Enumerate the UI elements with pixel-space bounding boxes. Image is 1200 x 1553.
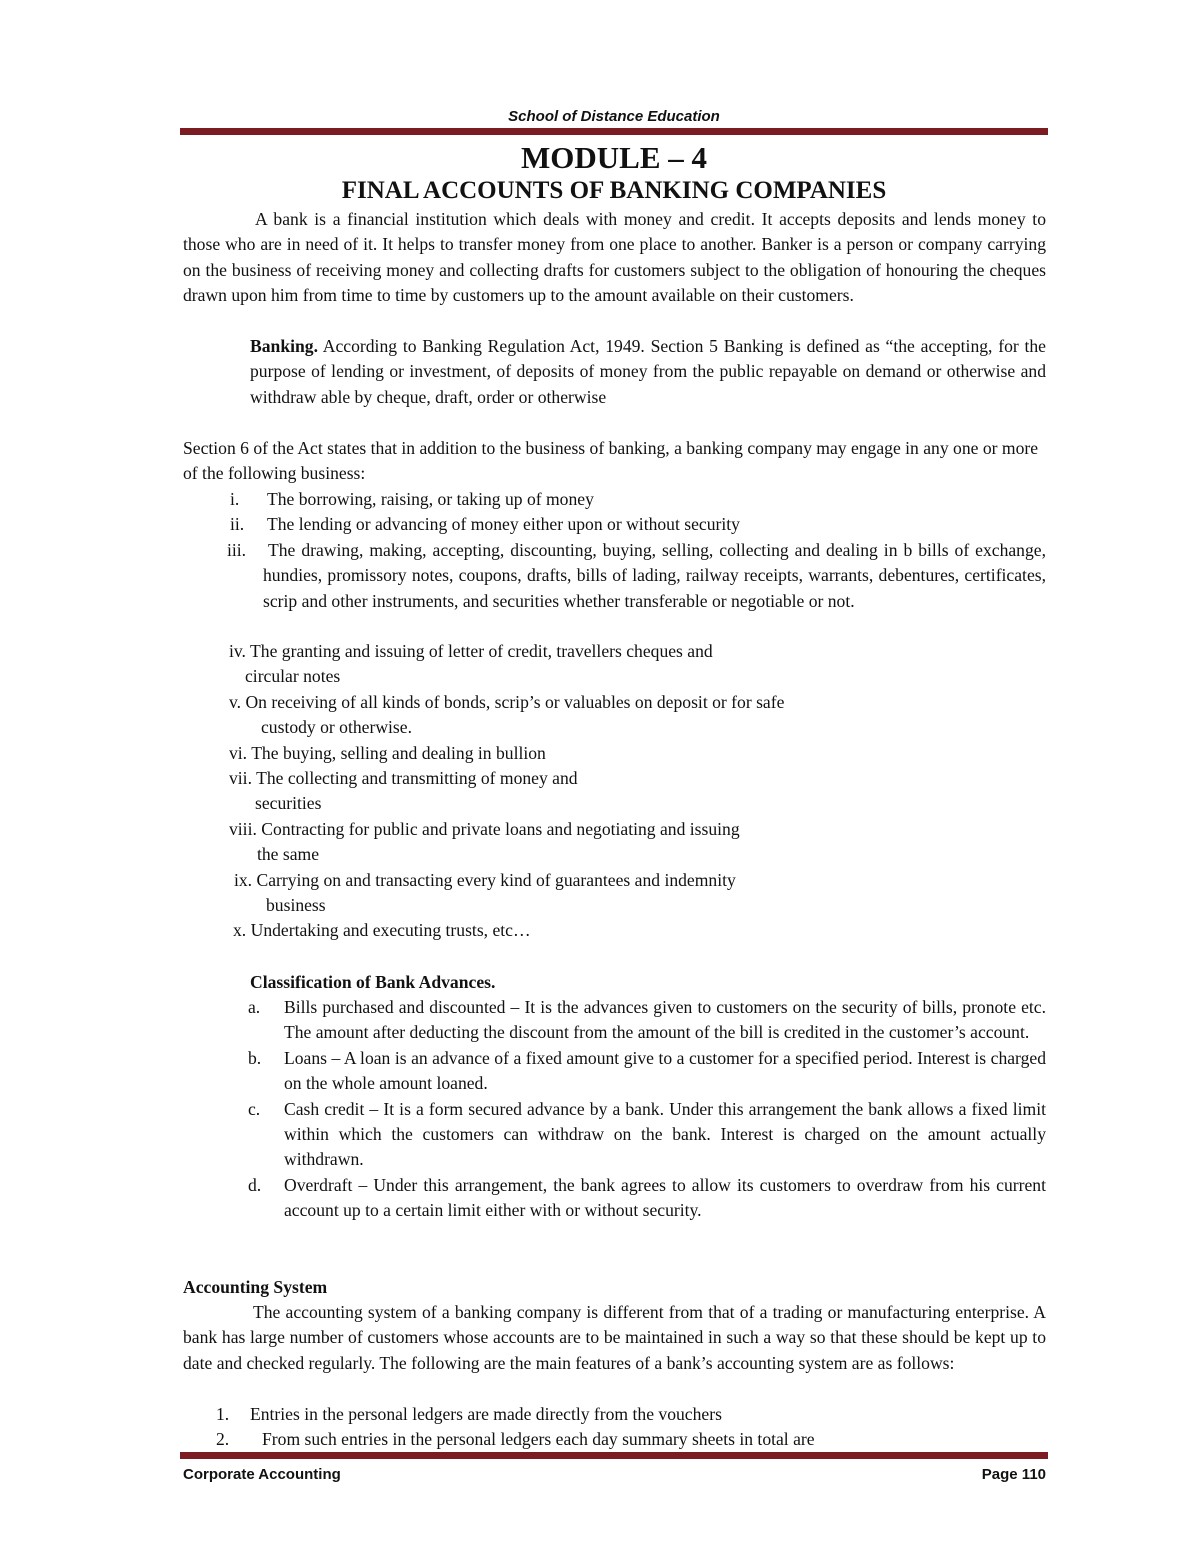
- banking-definition: [250, 334, 1046, 410]
- banking-label: Banking.: [250, 336, 318, 356]
- list-item: viii. Contracting for public and private loans and negotiating and issuing: [229, 818, 740, 839]
- chapter-title: FINAL ACCOUNTS OF BANKING COMPANIES: [341, 177, 887, 204]
- list-item: b. Loans – A loan is an advance of a fixed amount give to a customer for a specified period. Interest is charged on the whole amount loaned.: [248, 1047, 1046, 1094]
- list-item: ix. Carrying on and transacting every kind of guarantees and indemnity: [234, 869, 736, 890]
- advances-list: [248, 995, 1046, 1224]
- list-item-continuation: circular notes: [245, 666, 341, 687]
- list-item-continuation: the same: [257, 844, 320, 865]
- business-list-continued: [229, 639, 1029, 944]
- header-rule: [180, 128, 1048, 135]
- list-item: iii. The drawing, making, accepting, discounting, buying, selling, collecting and dealing in b bills of exchange, hundies, promissory notes, coupons, drafts, bills of lading, railway receipts, warrants, debentures, certificates, scrip and other instruments, and securities whether transferable or negotiable or not.: [227, 539, 1046, 611]
- footer-rule: [180, 1452, 1048, 1459]
- list-item: v. On receiving of all kinds of bonds, scrip’s or valuables on deposit or for safe: [229, 691, 785, 712]
- accounting-heading: Accounting System: [183, 1277, 328, 1297]
- footer-course: Corporate Accounting: [183, 1466, 341, 1483]
- list-item: 2. From such entries in the personal ledgers each day summary sheets in total are: [216, 1429, 815, 1450]
- list-item: a. Bills purchased and discounted – It is the advances given to customers on the security of bills, pronote etc. The amount after deducting the discount from the amount of the bill is credited in the customer’s account.: [248, 997, 1046, 1043]
- list-item-continuation: securities: [255, 793, 322, 814]
- page-number: Page 110: [981, 1466, 1046, 1483]
- list-item: x. Undertaking and executing trusts, etc…: [233, 920, 531, 941]
- advances-heading: Classification of Bank Advances.: [250, 972, 496, 992]
- list-item: vi. The buying, selling and dealing in bullion: [229, 742, 546, 763]
- running-header: School of Distance Education: [508, 108, 720, 125]
- section6-paragraph: Section 6 of the Act states that in addition to the business of banking, a banking company may engage in any one or more of the following business:: [183, 438, 1039, 484]
- business-list: [227, 487, 1046, 614]
- list-item: i. The borrowing, raising, or taking up of money: [230, 489, 594, 509]
- banking-text: According to Banking Regulation Act, 1949. Section 5 Banking is defined as “the accepting, for the purpose of lending or investment, of deposits of money from the public repayable on demand or otherwise and withdraw able by cheque, draft, order or otherwise: [250, 336, 1046, 407]
- list-item: iv. The granting and issuing of letter of credit, travellers cheques and: [229, 641, 713, 661]
- accounting-list: [216, 1402, 1046, 1453]
- list-item: d. Overdraft – Under this arrangement, the bank agrees to allow its customers to overdraw from his current account up to a certain limit either with or without security.: [248, 1174, 1046, 1221]
- accounting-paragraph: The accounting system of a banking company is different from that of a trading or manufacturing enterprise. A bank has large number of customers whose accounts are to be maintained in such a way so that these should be kept up to date and checked regularly. The following are the main features of a bank’s accounting system are as follows:: [183, 1302, 1046, 1373]
- list-item-continuation: custody or otherwise.: [261, 717, 412, 738]
- list-item: 1. Entries in the personal ledgers are made directly from the vouchers: [216, 1404, 722, 1424]
- list-item-continuation: business: [266, 895, 326, 916]
- module-heading: MODULE – 4: [521, 140, 707, 175]
- list-item: vii. The collecting and transmitting of money and: [229, 768, 578, 789]
- list-item: c. Cash credit – It is a form secured advance by a bank. Under this arrangement the bank allows a fixed limit within which the customers can withdraw on the bank. Interest is charged on the amount actually withdrawn.: [248, 1098, 1046, 1170]
- intro-paragraph: A bank is a financial institution which deals with money and credit. It accepts deposits and lends money to those who are in need of it. It helps to transfer money from one place to another. Banker is a person or company carrying on the business of receiving money and collecting drafts for customers subject to the obligation of honouring the cheques drawn upon him from time to time by customers up to the amount available on their customers.: [183, 209, 1046, 306]
- list-item: ii. The lending or advancing of money either upon or without security: [230, 514, 740, 535]
